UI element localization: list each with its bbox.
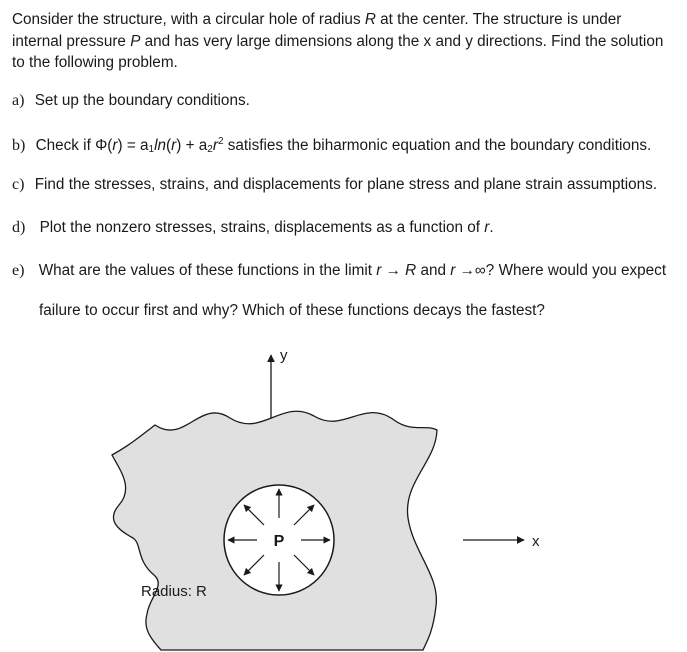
item-b-part-3: ( bbox=[166, 137, 172, 154]
item-b-part-2: ) = a bbox=[117, 137, 149, 154]
item-b-sup: 2 bbox=[217, 136, 224, 147]
item-b-r2: r bbox=[171, 137, 177, 154]
item-e-arrow-1: → bbox=[381, 262, 406, 279]
item-d-part-1: Plot the nonzero stresses, strains, displacements as a function of bbox=[39, 219, 485, 236]
x-axis bbox=[463, 533, 540, 550]
item-b-part-1: Check if Φ( bbox=[35, 137, 113, 154]
item-d-label: d) bbox=[12, 219, 26, 236]
item-d-part-2: . bbox=[489, 219, 494, 236]
item-e-r2: r bbox=[450, 262, 456, 279]
y-axis-label: y bbox=[280, 347, 288, 364]
radius-label: Radius: R bbox=[141, 583, 207, 600]
item-e-label: e) bbox=[12, 262, 25, 279]
item-c-text: Find the stresses, strains, and displacements for plane stress and plane strain assumptions. bbox=[34, 176, 658, 193]
intro-symbol-P: P bbox=[130, 32, 141, 50]
item-e-R: R bbox=[405, 262, 417, 279]
item-b-ln: ln bbox=[154, 137, 167, 154]
item-b-sub-1: 1 bbox=[148, 144, 155, 155]
item-d-r: r bbox=[484, 219, 490, 236]
x-axis-label: x bbox=[532, 533, 540, 550]
y-axis bbox=[271, 347, 288, 418]
item-e-part-1: What are the values of these functions in the limit bbox=[38, 262, 377, 279]
intro-part-2: at the center. The structure is under internal pressure bbox=[12, 11, 622, 50]
item-b-r1: r bbox=[112, 137, 118, 154]
item-b-part-5: satisfies the biharmonic equation and the boundary conditions. bbox=[223, 137, 652, 154]
item-b-label: b) bbox=[12, 137, 26, 154]
intro-part-1: Consider the structure, with a circular hole of radius bbox=[12, 11, 365, 28]
item-e-r1: r bbox=[376, 262, 382, 279]
intro-part-3: and has very large dimensions along the x and y directions. Find the solution to the following problem. bbox=[12, 32, 664, 71]
item-a-text: Set up the boundary conditions. bbox=[34, 92, 250, 109]
intro-symbol-R: R bbox=[364, 11, 376, 28]
item-a-label: a) bbox=[12, 92, 25, 109]
item-b-part-4: ) + a bbox=[176, 137, 208, 154]
item-e-part-2: and bbox=[416, 262, 451, 279]
item-e-arrow-2: →∞? Where would you expect bbox=[455, 262, 667, 279]
item-e-line-2: failure to occur first and why? Which of these functions decays the fastest? bbox=[39, 302, 545, 319]
pressure-label: P bbox=[273, 533, 285, 550]
item-b-sub-2: 2 bbox=[207, 144, 213, 155]
item-b-r3: r bbox=[212, 137, 218, 154]
item-c-label: c) bbox=[12, 176, 25, 193]
